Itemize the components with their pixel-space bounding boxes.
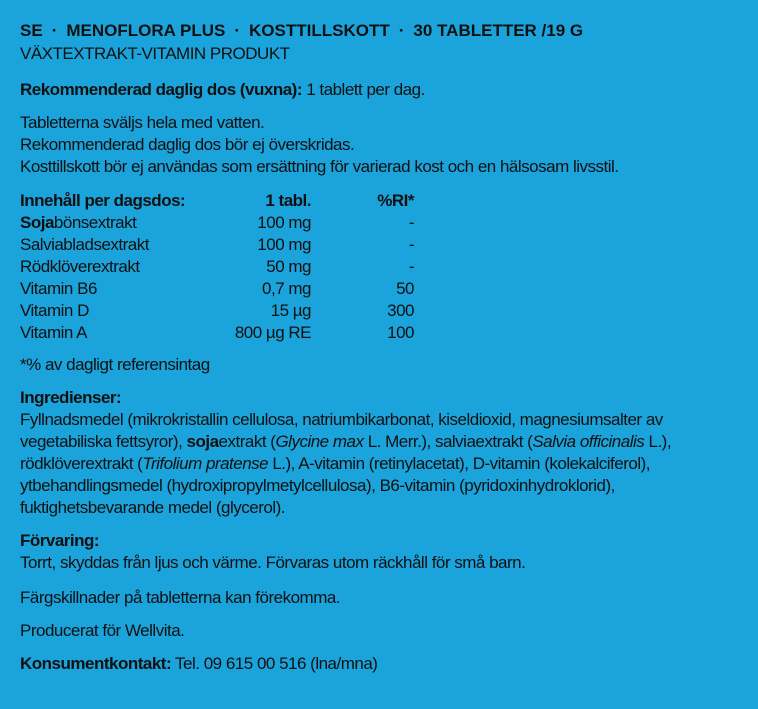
- dose-block: [20, 79, 746, 101]
- row-amount: 15 µg: [270, 301, 311, 320]
- row-name: Vitamin B6: [20, 279, 97, 298]
- contact-label: Konsumentkontakt:: [20, 654, 172, 673]
- header-category: KOSTTILLSKOTT: [249, 21, 390, 40]
- header-product-name: MENOFLORA PLUS: [66, 21, 226, 40]
- usage-note: Kosttillskott bör ej användas som ersättning för varierad kost och en hälsosam livsstil.: [20, 157, 619, 176]
- table-row: [20, 322, 440, 344]
- ingredients-line: fuktighetsbevarande medel (glycerol).: [20, 498, 285, 517]
- header-separator: ·: [51, 21, 58, 40]
- row-amount: 800 µg RE: [234, 323, 311, 342]
- usage-note: Tabletterna sväljs hela med vatten.: [20, 113, 265, 132]
- ingredients-line: Fyllnadsmedel (mikrokristallin cellulosa, natriumbikarbonat, kiseldioxid, magnesiumsalter av: [20, 410, 663, 429]
- ingredients-line: ytbehandlingsmedel (hydroxipropylmetylcellulosa), B6-vitamin (pyridoxinhydroklorid),: [20, 476, 615, 495]
- latin-name: Trifolium pratense: [142, 454, 269, 473]
- nutrition-table: [20, 190, 440, 344]
- latin-name: Glycine max: [275, 432, 364, 451]
- row-amount: 0,7 mg: [262, 279, 311, 298]
- row-ri: -: [408, 235, 414, 254]
- header-country: SE: [20, 21, 43, 40]
- ingredients-block: [20, 387, 746, 519]
- ingredients-line: vegetabiliska fettsyror), sojaextrakt (Glycine max L. Merr.), salviaextrakt (Salvia officinalis L.),: [20, 432, 672, 451]
- row-ri: -: [408, 257, 414, 276]
- color-note-block: [20, 587, 746, 609]
- color-note: Färgskillnader på tabletterna kan förekomma.: [20, 588, 341, 607]
- ri-footnote: *% av dagligt referensintag: [20, 355, 210, 374]
- table-row: [20, 256, 440, 278]
- row-ri: -: [408, 213, 414, 232]
- row-amount: 50 mg: [266, 257, 311, 276]
- row-name: Rödklöverextrakt: [20, 257, 140, 276]
- table-header-ri: %RI*: [377, 191, 414, 210]
- ri-footnote-block: [20, 354, 746, 376]
- row-amount: 100 mg: [257, 213, 311, 232]
- row-amount: 100 mg: [257, 235, 311, 254]
- storage-text: Torrt, skyddas från ljus och värme. Förvaras utom räckhåll för små barn.: [20, 553, 526, 572]
- storage-block: [20, 530, 746, 574]
- latin-name: Salvia officinalis: [532, 432, 645, 451]
- product-header: [20, 20, 746, 42]
- ingredients-line: rödklöverextrakt (Trifolium pratense L.), A-vitamin (retinylacetat), D-vitamin (kolekalciferol),: [20, 454, 651, 473]
- dose-label: Rekommenderad daglig dos (vuxna):: [20, 80, 302, 99]
- contact-block: [20, 653, 746, 675]
- table-row: [20, 212, 440, 234]
- allergen-name: Soja: [20, 213, 54, 232]
- row-ri: 300: [387, 301, 414, 320]
- ingredients-heading: Ingredienser:: [20, 388, 122, 407]
- product-subtitle: VÄXTEXTRAKT-VITAMIN PRODUKT: [20, 44, 290, 63]
- table-row: [20, 300, 440, 322]
- producer-text: Producerat för Wellvita.: [20, 621, 185, 640]
- table-header-row: [20, 190, 440, 212]
- dose-value: 1 tablett per dag.: [306, 80, 425, 99]
- row-name: Vitamin A: [20, 323, 88, 342]
- row-name: Vitamin D: [20, 301, 89, 320]
- row-ri: 100: [387, 323, 414, 342]
- header-separator: ·: [234, 21, 241, 40]
- product-subtitle-block: [20, 43, 746, 65]
- table-header-content: Innehåll per dagsdos:: [20, 191, 186, 210]
- table-header-amount: 1 tabl.: [265, 191, 311, 210]
- usage-note: Rekommenderad daglig dos bör ej överskridas.: [20, 135, 355, 154]
- row-name: Salviabladsextrakt: [20, 235, 149, 254]
- header-separator: ·: [398, 21, 405, 40]
- table-row: [20, 234, 440, 256]
- usage-notes: [20, 112, 746, 178]
- allergen-name: soja: [186, 432, 219, 451]
- storage-heading: Förvaring:: [20, 531, 100, 550]
- row-ri: 50: [396, 279, 414, 298]
- table-row: [20, 278, 440, 300]
- producer-block: [20, 620, 746, 642]
- contact-value: Tel. 09 615 00 516 (lna/mna): [175, 654, 378, 673]
- row-name: bönsextrakt: [53, 213, 137, 232]
- header-package-size: 30 TABLETTER /19 G: [413, 21, 584, 40]
